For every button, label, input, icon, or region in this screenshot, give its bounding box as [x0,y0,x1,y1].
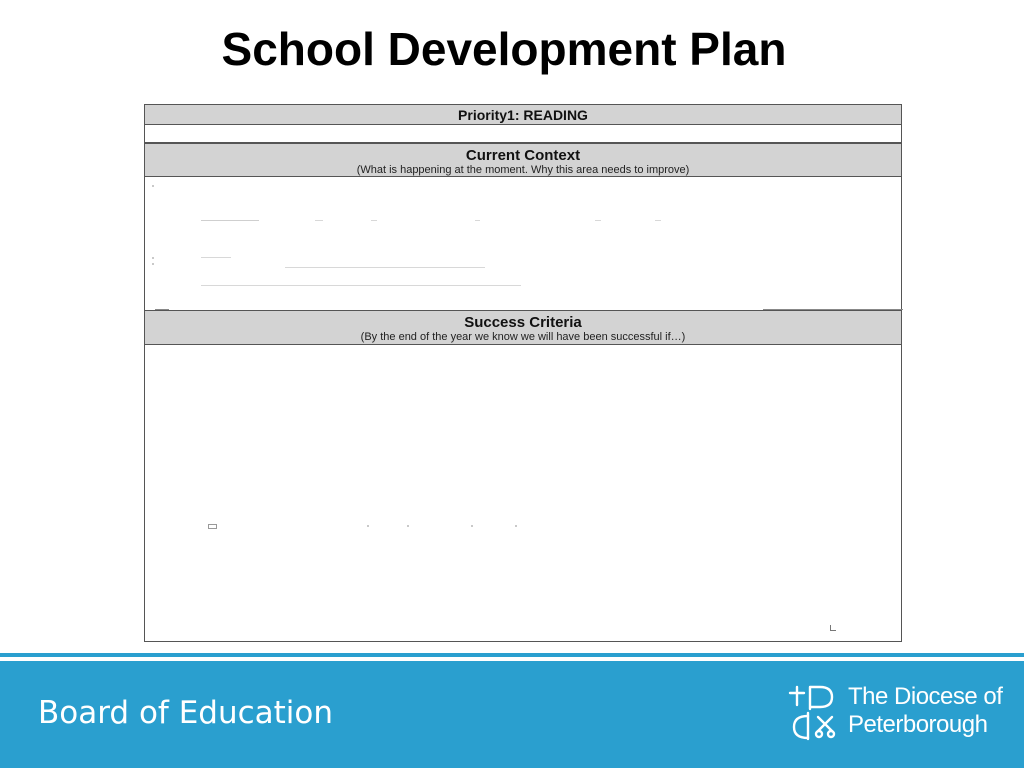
faint-mark [152,185,154,187]
faint-text-line [201,257,231,258]
faint-mark [471,525,473,527]
success-criteria-body [145,345,901,641]
checkbox-icon [208,524,217,529]
faint-mark [367,525,369,527]
faint-text-line [201,285,521,286]
faint-text-line [371,220,377,221]
page-title: School Development Plan [221,23,787,75]
diocese-crest-icon [788,683,840,741]
faint-text-line [285,267,485,268]
blank-row [145,125,901,143]
footer-band [0,653,1024,768]
current-context-header [145,143,901,177]
priority-heading: Priority1: READING [145,105,901,125]
diocese-line-1: The Diocese of [848,683,1003,710]
faint-mark [515,525,517,527]
faint-text-line [475,220,480,221]
current-context-body [145,177,901,311]
faint-mark [407,525,409,527]
current-context-subtitle: (What is happening at the moment. Why this area needs to improve) [356,164,690,176]
diocese-name [848,683,1002,739]
success-criteria-title: Success Criteria [464,314,582,331]
board-of-education-label: Board of Education [38,695,334,731]
plan-table [144,104,902,642]
faint-mark [152,263,154,265]
faint-text-line [201,220,259,221]
faint-text-line [655,220,661,221]
corner-mark-icon [830,625,836,631]
current-context-title: Current Context [465,147,581,164]
success-criteria-header [145,310,901,345]
faint-text-line [315,220,323,221]
diocese-line-2: Peterborough [848,711,988,738]
faint-mark [152,257,154,259]
success-criteria-subtitle: (By the end of the year we know we will have been successful if…) [360,331,686,343]
faint-text-line [595,220,601,221]
